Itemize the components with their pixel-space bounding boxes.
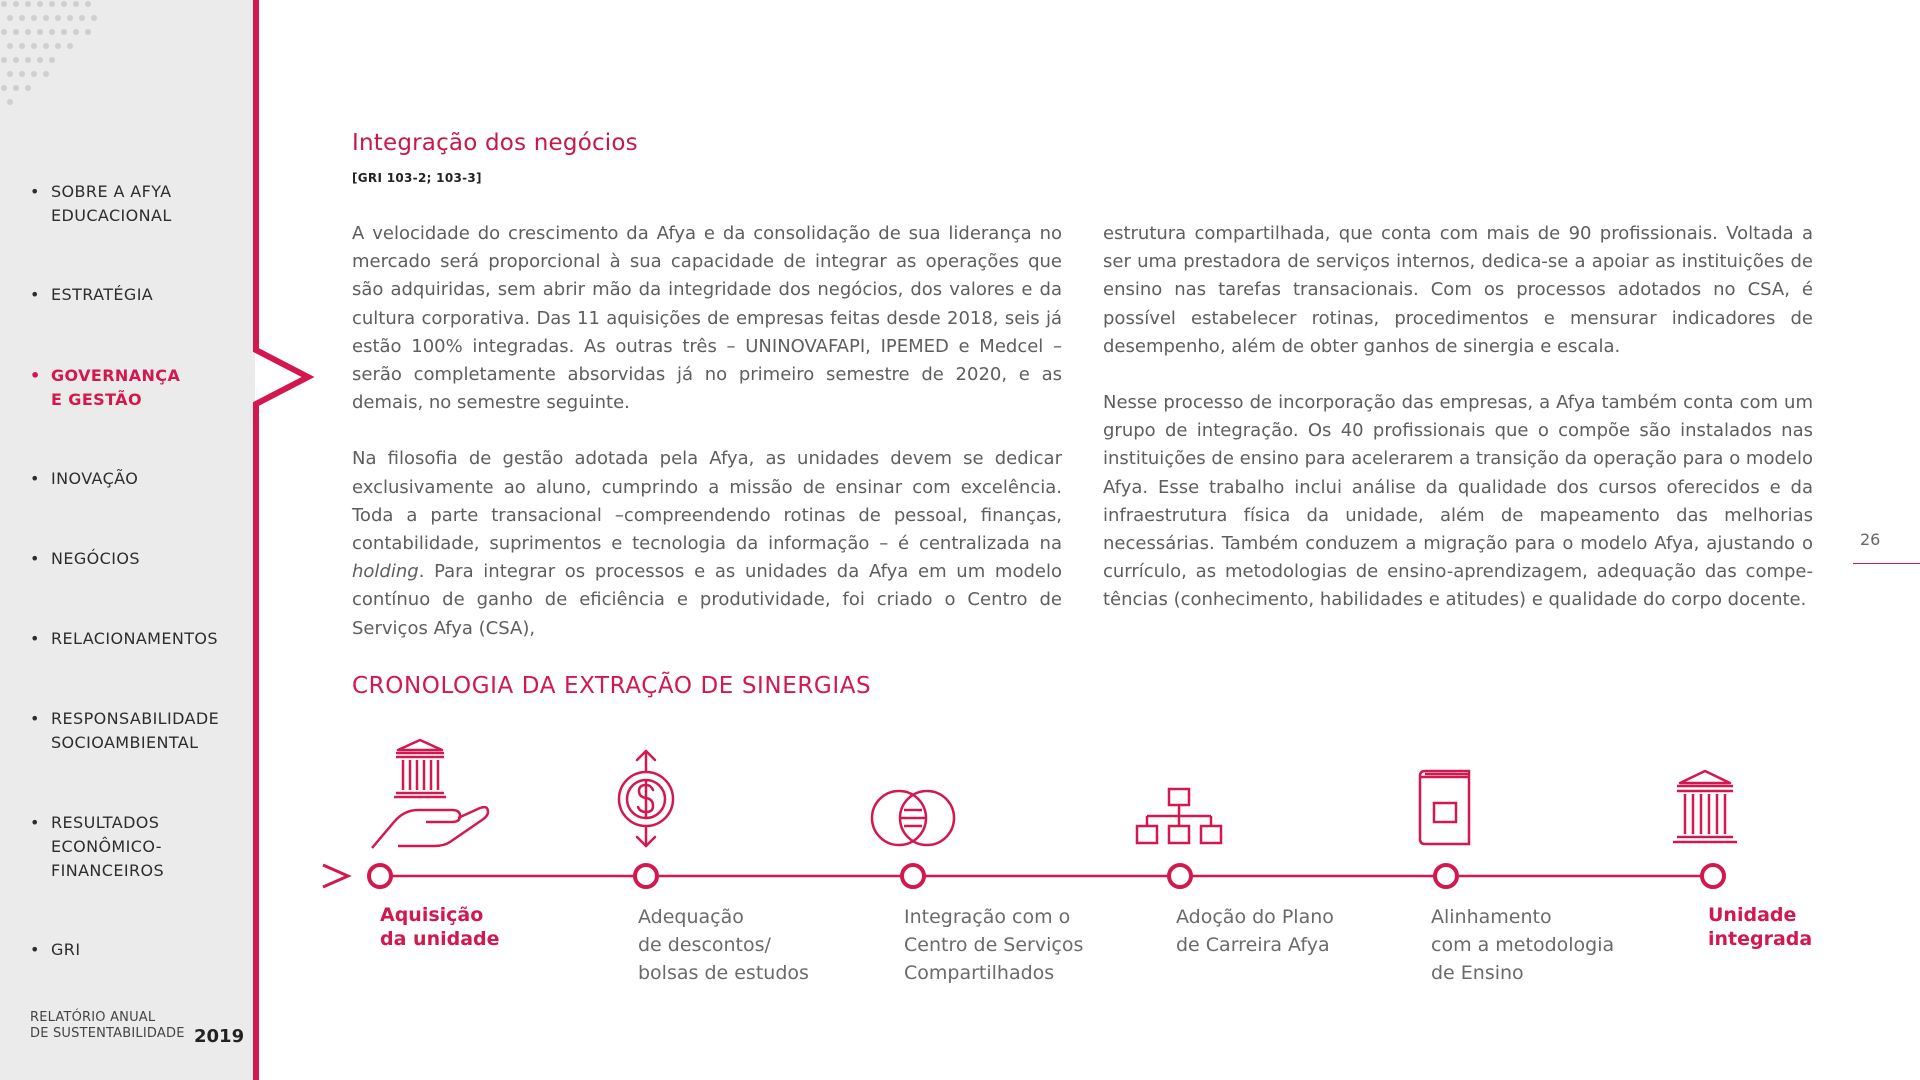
- report-year: 2019: [194, 1026, 245, 1047]
- timeline-step-3-label: Integração com o Centro de Serviços Compartilhados: [904, 906, 1084, 984]
- bullet: •: [30, 549, 40, 568]
- sidebar-item-label: GOVERNANÇA E GESTÃO: [51, 366, 181, 409]
- timeline-start-arrow: [323, 865, 348, 887]
- paragraph-text: Na filosofia de gestão adotada pela Afya, as unidades devem se dedicar exclusivamente ao aluno, cumprindo a missão de ensinar com excelência. Toda a parte transacional –compreendendo rotinas de pessoal, finanças, contabilidade, suprimentos e tecnologia da informação – é centralizada na: [352, 448, 1062, 555]
- bank-in-hand-icon: [368, 738, 492, 852]
- timeline-node-2: [635, 865, 657, 887]
- paragraph-text: . Para integrar os processos e as unidades da Afya em um modelo contínuo de ganho de eficiência e produtividade, foi criado o Centro de Serviços Afya (CSA),: [352, 561, 1062, 639]
- paragraph: A velocidade do crescimento da Afya e da consolidação de sua liderança no mercado será proporcional à sua capacidade de integrar as operações que são adquiridas, sem abrir mão da integridade dos negócios, dos valores e da cultura corporativa. Das 11 aquisições de empresas feitas desde 2018, seis já estão 100% integradas. As outras três – UNINOVAFAPI, IPEMED e Medcel – serão completamente absorvidas já no primeiro semestre de 2020, e as demais, no semestre seguinte.: [352, 223, 1062, 414]
- paragraph: estrutura compartilhada, que conta com mais de 90 profissionais. Voltada a ser uma prestadora de serviços internos, dedica-se a apoiar as instituições de ensino nas tarefas transacionais. Com os processos adotados no CSA, é possível estabelecer rotinas, procedimentos e mensurar indicadores de desempenho, além de obter ganhos de sinergia e escala.: [1103, 223, 1813, 357]
- bank-icon: [1672, 770, 1738, 846]
- org-chart-icon: [1136, 788, 1222, 844]
- sidebar-item-label: RESULTADOS ECONÔMICO- FINANCEIROS: [51, 813, 165, 880]
- gri-reference: [GRI 103-2; 103-3]: [352, 171, 482, 185]
- bullet: •: [30, 709, 40, 728]
- report-title: RELATÓRIO ANUAL DE SUSTENTABILIDADE: [30, 1010, 185, 1041]
- timeline-node-1: [369, 865, 391, 887]
- bullet: •: [30, 629, 40, 648]
- timeline-node-3: [902, 865, 924, 887]
- timeline-node-6: [1702, 865, 1724, 887]
- bullet: •: [30, 285, 40, 304]
- bullet: •: [30, 366, 41, 385]
- timeline-title: CRONOLOGIA DA EXTRAÇÃO DE SINERGIAS: [352, 673, 872, 699]
- timeline-step-6-label: Unidade integrada: [1708, 904, 1813, 950]
- page-number: 26: [1860, 530, 1881, 549]
- section-title: Integração dos negócios: [352, 130, 638, 156]
- sidebar-item-label: INOVAÇÃO: [51, 469, 139, 488]
- timeline-step-5-label: Alinhamento com a metodologia de Ensino: [1431, 906, 1615, 984]
- sidebar-item-label: GRI: [51, 940, 81, 959]
- sidebar-item-label: RESPONSABILIDADE SOCIOAMBIENTAL: [51, 709, 220, 752]
- bullet: •: [30, 469, 40, 488]
- bullet: •: [30, 940, 40, 959]
- sidebar-item-label: SOBRE A AFYA EDUCACIONAL: [51, 182, 172, 225]
- overlapping-circles-icon: [870, 788, 956, 848]
- sidebar-item-label: NEGÓCIOS: [51, 549, 140, 568]
- timeline-node-4: [1169, 865, 1191, 887]
- timeline-step-2-label: Adequação de descontos/ bolsas de estudos: [638, 906, 809, 984]
- book-icon: [1419, 770, 1471, 846]
- timeline-step-1-label: Aquisição da unidade: [380, 904, 500, 950]
- italic-term: holding: [352, 561, 419, 583]
- timeline-step-4-label: Adoção do Plano de Carreira Afya: [1176, 906, 1334, 956]
- sidebar-item-label: ESTRATÉGIA: [51, 285, 154, 304]
- sidebar-item-label: RELACIONAMENTOS: [51, 629, 218, 648]
- bullet: •: [30, 182, 40, 201]
- timeline-node-5: [1435, 865, 1457, 887]
- paragraph: Nesse processo de incorporação das empresas, a Afya também conta com um grupo de integração. Os 40 profissionais que o compõe são instalados nas instituições de ensino para acelerarem a transição da operação para o modelo Afya. Esse trabalho inclui análise da qualidade dos cursos oferecidos e da infraestrutura física da unidade, além de mapeamento das melhorias necessárias. Também conduzem a migração para o modelo Afya, ajustando o currículo, as metodologias de ensino-aprendizagem, adequação das competências (conhecimento, habilidades e atitudes) e qualidade do corpo docente.: [1103, 392, 1813, 611]
- dollar-exchange-icon: [615, 750, 677, 848]
- bullet: •: [30, 813, 40, 832]
